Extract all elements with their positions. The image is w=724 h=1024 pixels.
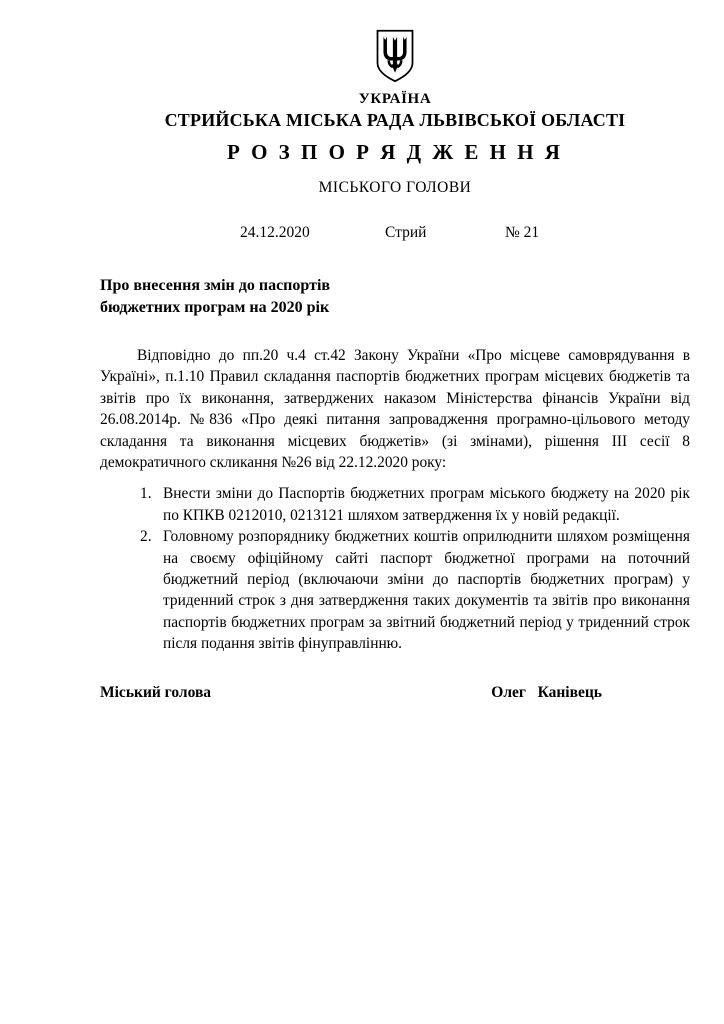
document-content bbox=[100, 0, 690, 702]
subject-line-2: бюджетних програм на 2020 рік bbox=[100, 299, 330, 316]
document-city: Стрий bbox=[385, 224, 427, 241]
signature-name: Олег Канівець bbox=[491, 683, 602, 701]
subject-line-1: Про внесення змін до паспортів bbox=[100, 277, 331, 294]
document-number: № 21 bbox=[505, 224, 540, 241]
document-type-title: Р О З П О Р Я Д Ж Е Н Н Я bbox=[227, 140, 563, 164]
ordered-list bbox=[100, 483, 690, 654]
list-item-text: Внести зміни до Паспортів бюджетних програм міського бюджету на 2020 рік по КПКВ 0212010, 0213121 шляхом затвердження їх у новій редакції. bbox=[163, 485, 690, 524]
meta-line bbox=[100, 224, 690, 244]
signature-title: Міський голова bbox=[100, 683, 212, 701]
list-item-number: 1. bbox=[140, 485, 152, 503]
subject-block bbox=[100, 275, 690, 319]
signature-row bbox=[100, 683, 690, 702]
document-date: 24.12.2020 bbox=[240, 224, 310, 241]
country-name: УКРАЇНА bbox=[358, 91, 432, 107]
list-item-text: Головному розпоряднику бюджетних коштів оприлюднити шляхом розміщення на своєму офіційному сайті паспорт бюджетної програми на поточний бюджетний період (включаючи зміни до паспортів бюджетних програм) у триденний строк з дня затвердження таких документів та звітів про виконання паспортів бюджетних програм за звітний бюджетний період у триденний строк після подання звітів фінуправлінню. bbox=[163, 528, 690, 653]
coat-of-arms bbox=[100, 0, 690, 84]
list-item bbox=[140, 483, 690, 526]
council-name: СТРИЙСЬКА МІСЬКА РАДА ЛЬВІВСЬКОЇ ОБЛАСТІ bbox=[164, 110, 626, 130]
issuer-line: МІСЬКОГО ГОЛОВИ bbox=[318, 179, 472, 196]
list-item-number: 2. bbox=[140, 528, 152, 546]
tryzub-icon bbox=[374, 28, 416, 84]
list-item bbox=[140, 526, 690, 654]
preamble-paragraph: Відповідно до пп.20 ч.4 ст.42 Закону України «Про місцеве самоврядування в Україні», п.1.10 Правил складання паспортів бюджетних програм місцевих бюджетів та звітів про їх виконання, затверджених наказом Міністерства фінансів України від 26.08.2014р. №836 «Про деякі питання запровадження програмно-цільового методу складання та виконання місцевих бюджетів» (зі змінами), рішення III сесії 8 демократичного скликання №26 від 22.12.2020 року: bbox=[100, 347, 690, 472]
